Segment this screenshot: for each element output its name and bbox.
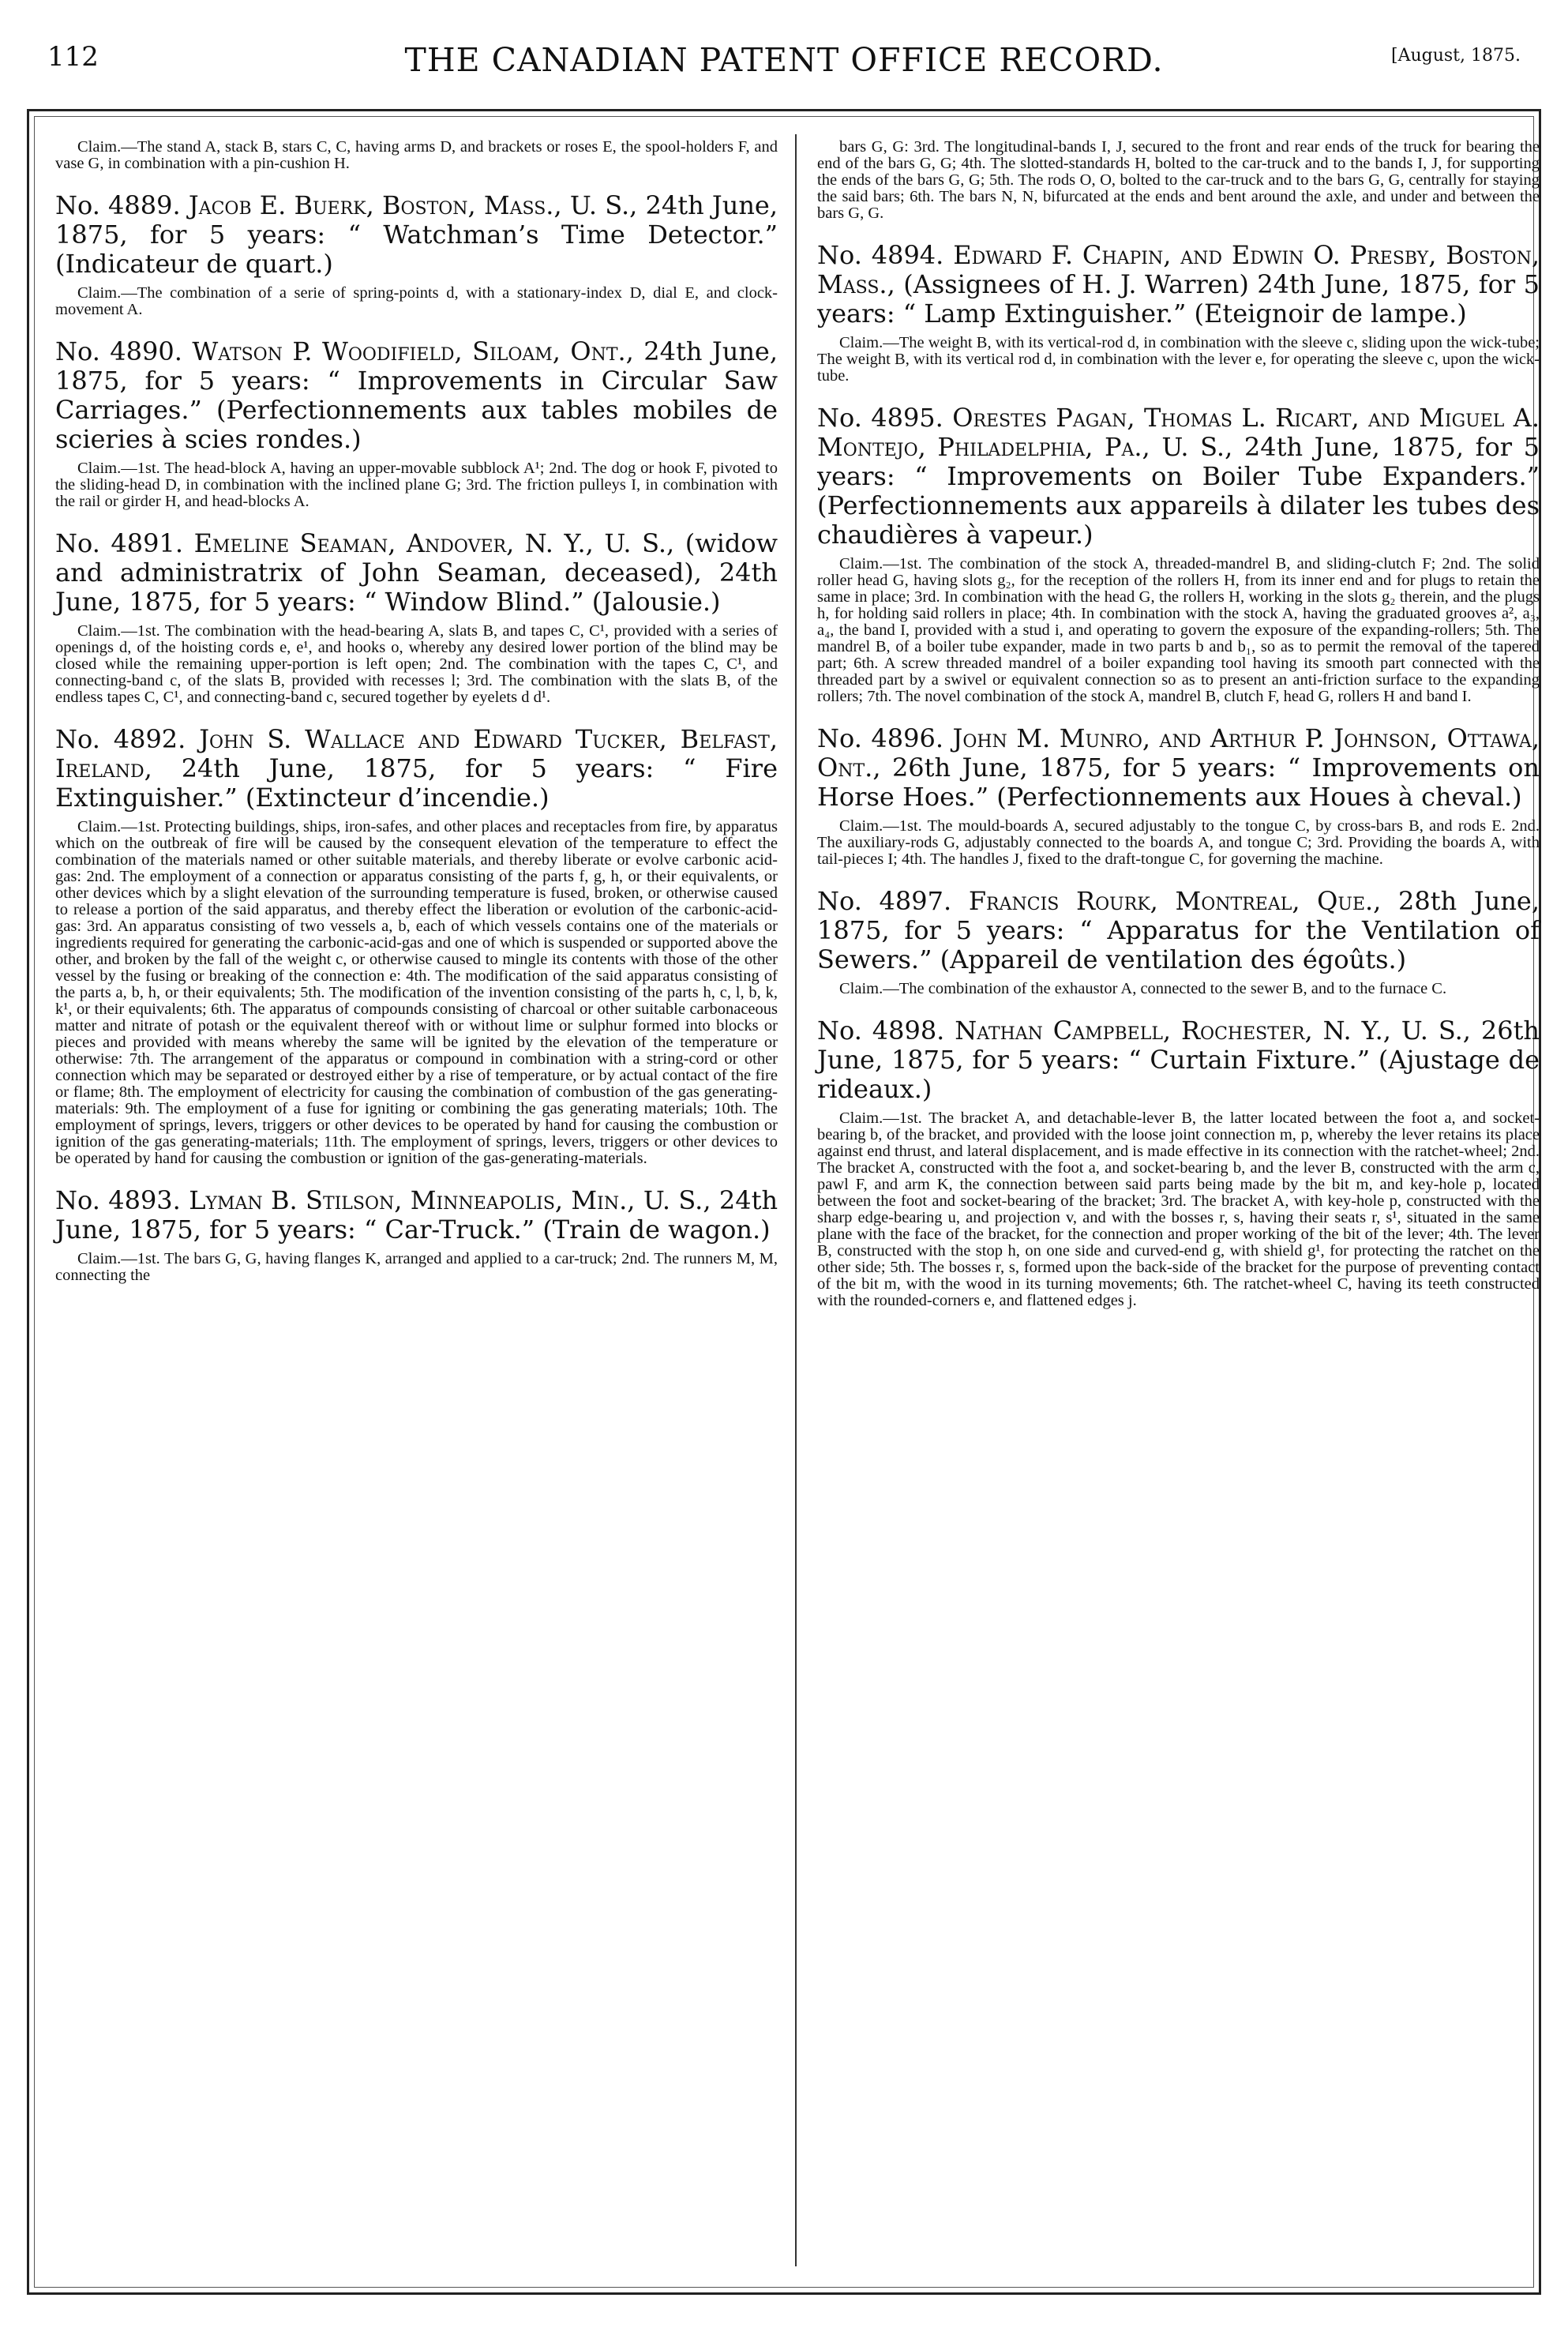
patent-number: No. 4895.: [817, 403, 943, 433]
patent-details: 24th June, 1875, for 5 years:: [181, 753, 655, 783]
patent-claim: Claim.—The weight B, with its vertical-rod d, in combination with the sleeve c, sliding upon the wick-tube; The weight B, with its vertical rod d, in combination with the lever e, for operating the sleeve c, upon the wick-tube.: [817, 334, 1540, 385]
patent-number: No. 4897.: [817, 886, 952, 916]
patent-number: No. 4896.: [817, 723, 943, 753]
patent-heading: [55, 337, 778, 454]
patent-claim: Claim.—1st. The head-block A, having an upper-movable subblock A¹; 2nd. The dog or hook F, pivoted to the sliding-head D, in combination with the inclined plane G; 3rd. The friction pulleys I, in combination with the rail or girder H, and head-blocks A.: [55, 460, 778, 510]
patent-title: “ Curtain Fixture.”: [1128, 1045, 1371, 1075]
patent-claim: Claim.—1st. The combination of the stock A, threaded-mandrel B, and sliding-clutch F; 2nd. The solid roller head G, having slots g₂, for the reception of the rollers H, from its inner end and for plugs to retain the same in place; 3rd. In combination with the head G, the rollers H, working in the slots g₂ therein, and the plugs h, for holding said rollers in place; 4th. In combination with the stock A, having the graduated grooves a², a₃, a₄, the band I, provided with a stud i, and operating to govern the exposure of the expanding-rollers; 5th. The mandrel B, of a boiler tube expander, made in two parts b and b₁, so as to permit the removal of the tapered part; 6th. A screw threaded mandrel of a boiler expanding tool having its smooth part connected with the threaded part by a swivel or equivalent connection so as to present an anti-friction surface to the expanding rollers; 7th. The novel combination of the stock A, mandrel B, clutch F, head G, rollers H and band I.: [817, 555, 1540, 705]
patent-entry: [817, 887, 1540, 997]
patentee-names: Edward F. Chapin, and Edwin O. Presby, Boston, Mass.,: [817, 240, 1540, 299]
patent-number: No. 4893.: [55, 1185, 181, 1215]
patent-number: No. 4892.: [55, 724, 186, 754]
patent-details: 26th June, 1875, for 5 years:: [891, 753, 1277, 783]
patent-entry: [55, 1186, 778, 1284]
column-divider: [795, 134, 797, 2266]
patent-translation: (Extincteur d’incendie.): [245, 783, 550, 813]
patent-entry: [817, 1016, 1540, 1309]
patent-title: “ Apparatus for the Ventilation of Sewers.”: [817, 915, 1540, 974]
patentee-names: John S. Wallace and Edward Tucker, Belfast, Ireland,: [55, 724, 778, 783]
patent-heading: [55, 725, 778, 813]
patent-translation: (Perfectionnements aux Houes à cheval.): [996, 782, 1522, 812]
patent-details: 28th June, 1875, for 5 years:: [817, 886, 1540, 945]
patent-heading: [817, 241, 1540, 329]
patent-claim: Claim.—The stand A, stack B, stars C, C, having arms D, and brackets or roses E, the spool-holders F, and vase G, in combination with a pin-cushion H.: [55, 138, 778, 172]
patentee-names: Nathan Campbell, Rochester, N. Y., U. S.,: [955, 1016, 1471, 1046]
patent-translation: (Indicateur de quart.): [55, 249, 333, 279]
patent-claim: Claim.—1st. The combination with the head-bearing A, slats B, and tapes C, C¹, provided with a series of openings d, of the hoisting cords e, e¹, and hooks o, whereby any desired lower portion of the blind may be closed while the remaining upper-portion is left open; 2nd. The combination with the tapes C, C¹, and connecting-band c, of the slats B, provided with recesses l; 3rd. The combination with the slats B, of the endless tapes C, C¹, and connecting-band c, secured together by eyelets d d¹.: [55, 622, 778, 706]
patent-title: “ Lamp Extinguisher.”: [902, 298, 1187, 329]
patent-title: “ Improvements in Circular Saw Carriages.”: [55, 366, 778, 425]
patent-translation: (Perfectionnements aux tables mobiles de scieries à scies rondes.): [55, 395, 778, 454]
patent-claim: Claim.—1st. Protecting buildings, ships, iron-safes, and other places and receptacles from fire, by apparatus which on the outbreak of fire will be caused by the consequent elevation of the temperature to effect the combination of the materials named or other suitable materials, and thereby liberate or evolve carbonic acid-gas: 2nd. The employment of a connection or apparatus consisting of the parts f, g, h, or their equivalents, or other devices which by a slight elevation of the surrounding temperature is fused, broken, or otherwise caused to release a portion of the said apparatus, and thereby effect the liberation or evolution of the carbonic-acid-gas: 3rd. An apparatus consisting of two vessels a, b, each of which vessels contains one of the materials or ingredients required for generating the carbonic-acid-gas and one of which is suspended or supported above the other, and broken by the fall of the weight c, or otherwise caused to mingle its contents with those of the other vessel by the fusing or breaking of the connection e: 4th. The modification of the said apparatus consisting of the parts a, b, h, or their equivalents; 5th. The modification of the invention consisting of the parts h, c, l, b, k, k¹, or their equivalents; 6th. The apparatus of compounds consisting of charcoal or other suitable carbonaceous matter and nitrate of potash or the equivalent thereof with or without lime or sulphur formed into blocks or pieces and provided with means whereby the same will be ignited by the elevation of the temperature or otherwise: 7th. The arrangement of the apparatus or compound in combination with a string-cord or other connection which may be separated or destroyed either by a rise of temperature, or by actual contact of the fire or flame; 8th. The employment of electricity for causing the combination of combustion of the gas generating-materials: 9th. The employment of a fuse for igniting or combining the gas generating materials; 10th. The employment of springs, levers, triggers or other devices to be operated by hand for causing the combustion or ignition of the gas generating-materials; 11th. The employment of springs, levers, triggers or other devices to be operated by hand for causing the combustion or ignition of the gas-generating-materials.: [55, 818, 778, 1167]
patent-details: (Assignees of H. J. Warren) 24th June, 1875, for 5 years:: [817, 269, 1540, 329]
patent-entry: [55, 191, 778, 318]
patent-translation: (Train de wagon.): [542, 1215, 771, 1245]
patent-title: “ Improvements on Boiler Tube Expanders.”: [914, 461, 1540, 491]
patentee-names: John M. Munro, and Arthur P. Johnson, Ottawa, Ont.,: [817, 723, 1540, 783]
patent-details: 26th June, 1875, for 5 years:: [817, 1016, 1540, 1075]
patent-number: No. 4891.: [55, 528, 184, 558]
patent-translation: (Ajustage de rideaux.): [817, 1045, 1540, 1104]
patent-entry: [817, 404, 1540, 705]
patentee-names: Watson P. Woodifield, Siloam, Ont.,: [192, 336, 634, 366]
patent-entry: [55, 529, 778, 706]
patent-entry-continued: [55, 139, 778, 172]
patent-entry: [817, 724, 1540, 868]
patent-translation: (Eteignoir de lampe.): [1194, 298, 1467, 329]
patent-title: “ Fire Extinguisher.”: [55, 753, 778, 813]
patent-claim: Claim.—The combination of the exhaustor A, connected to the sewer B, and to the furnace C.: [839, 980, 1447, 997]
patentee-names: Emeline Seaman, Andover, N. Y., U. S.,: [193, 528, 675, 558]
patent-translation: (Appareil de ventilation des égoûts.): [940, 944, 1407, 974]
patent-number: No. 4894.: [817, 240, 944, 270]
patent-heading: [817, 724, 1540, 812]
patent-heading: [55, 1186, 778, 1245]
patent-number: No. 4890.: [55, 336, 182, 366]
issue-date: [August, 1875.: [1391, 46, 1521, 66]
patent-details: 24th June, 1875, for 5 years:: [55, 1185, 778, 1245]
left-column: [55, 139, 778, 1303]
patent-entry: [55, 725, 778, 1167]
page-header: [47, 41, 1521, 88]
patent-claim: Claim.—1st. The mould-boards A, secured adjustably to the tongue C, by cross-bars B, and rods E. 2nd. The auxiliary-rods G, adjustably connected to the boards A, and tongue C; 3rd. Providing the boards A, with tail-pieces I; 4th. The handles J, fixed to the draft-tongue C, for governing the machine.: [817, 817, 1540, 868]
patent-title: “ Improvements on Horse Hoes.”: [817, 753, 1540, 812]
patent-claim: bars G, G: 3rd. The longitudinal-bands I, J, secured to the front and rear ends of the truck for bearing the end of the bars G, G; 4th. The slotted-standards H, bolted to the car-truck and to the bands I, J, for supporting the ends of the bars G, G; 5th. The rods O, O, bolted to the car-truck and to the bars G, G, centrally for staying the said bars; 6th. The bars N, N, bifurcated at the ends and bent around the axle, and under and between the bars G, G.: [817, 138, 1540, 222]
patent-heading: [55, 191, 778, 279]
patent-claim: Claim.—1st. The bracket A, and detachable-lever B, the latter located between the foot a, and socket-bearing b, of the bracket, and provided with the loose joint connection m, p, whereby the lever retains its place against end thrust, and lateral displacement, and is made effective in its connection with the ratchet-wheel; 2nd. The bracket A, constructed with the foot a, and socket-bearing b, and the lever B, constructed with the arm c, pawl F, and arm K, the connection between said parts being made by the bit m, and key-hole p, located between the foot and socket-bearing of the bracket; 3rd. The bracket A, with key-hole p, constructed with the sharp edge-bearing u, and projection v, and with the bosses r, s, having their seats r, s¹, situated in the same plane with the face of the bracket, for the connection and proper working of the bit of the lever; 4th. The lever B, constructed with the stop h, on one side and curved-end g, with shield g¹, for protecting the ratchet on the other side; 5th. The bosses r, s, formed upon the back-side of the bracket for the purpose of preventing contact of the bit m, with the wood in its turning movements; 6th. The ratchet-wheel C, having its teeth constructed with the rounded-corners e, and flattened edges j.: [817, 1109, 1540, 1309]
patent-translation: (Jalousie.): [591, 587, 721, 617]
patent-details: (widow and administratrix of John Seaman, deceased), 24th June, 1875, for 5 years:: [55, 528, 778, 617]
patent-details: 24th June, 1875, for 5 years:: [55, 336, 778, 396]
patent-claim: Claim.—The combination of a serie of spring-points d, with a stationary-index D, dial E, and clock-movement A.: [55, 284, 778, 318]
patent-claim: Claim.—1st. The bars G, G, having flanges K, arranged and applied to a car-truck; 2nd. The runners M, M, connecting the: [55, 1250, 778, 1284]
patent-heading: [55, 529, 778, 617]
page-title: THE CANADIAN PATENT OFFICE RECORD.: [404, 41, 1164, 79]
patent-entry: [817, 241, 1540, 385]
right-column: [817, 139, 1540, 1328]
patentee-names: Francis Rourk, Montreal, Que.,: [968, 886, 1382, 916]
patent-entry: [55, 337, 778, 510]
patentee-names: Orestes Pagan, Thomas L. Ricart, and Miguel A. Montejo, Philadelphia, Pa., U. S.,: [817, 403, 1540, 462]
patent-title: “ Window Blind.”: [363, 587, 584, 617]
patent-number: No. 4898.: [817, 1016, 945, 1046]
patent-translation: (Perfectionnements aux appareils à dilater les tubes des chaudières à vapeur.): [817, 490, 1540, 550]
patent-number: No. 4889.: [55, 190, 181, 220]
patent-title: “ Car-Truck.”: [363, 1215, 535, 1245]
patentee-names: Jacob E. Buerk, Boston, Mass., U. S.,: [188, 190, 638, 220]
patentee-names: Lyman B. Stilson, Minneapolis, Min., U. S.,: [189, 1185, 711, 1215]
patent-details: 24th June, 1875, for 5 years:: [817, 432, 1540, 491]
patent-details: 24th June, 1875, for 5 years:: [55, 190, 778, 250]
patent-heading: [817, 1016, 1540, 1104]
page-number: 112: [47, 41, 99, 73]
patent-entry-continued: [817, 139, 1540, 222]
patent-heading: [817, 887, 1540, 974]
patent-heading: [817, 404, 1540, 550]
patent-title: “ Watchman’s Time Detector.”: [347, 220, 778, 250]
